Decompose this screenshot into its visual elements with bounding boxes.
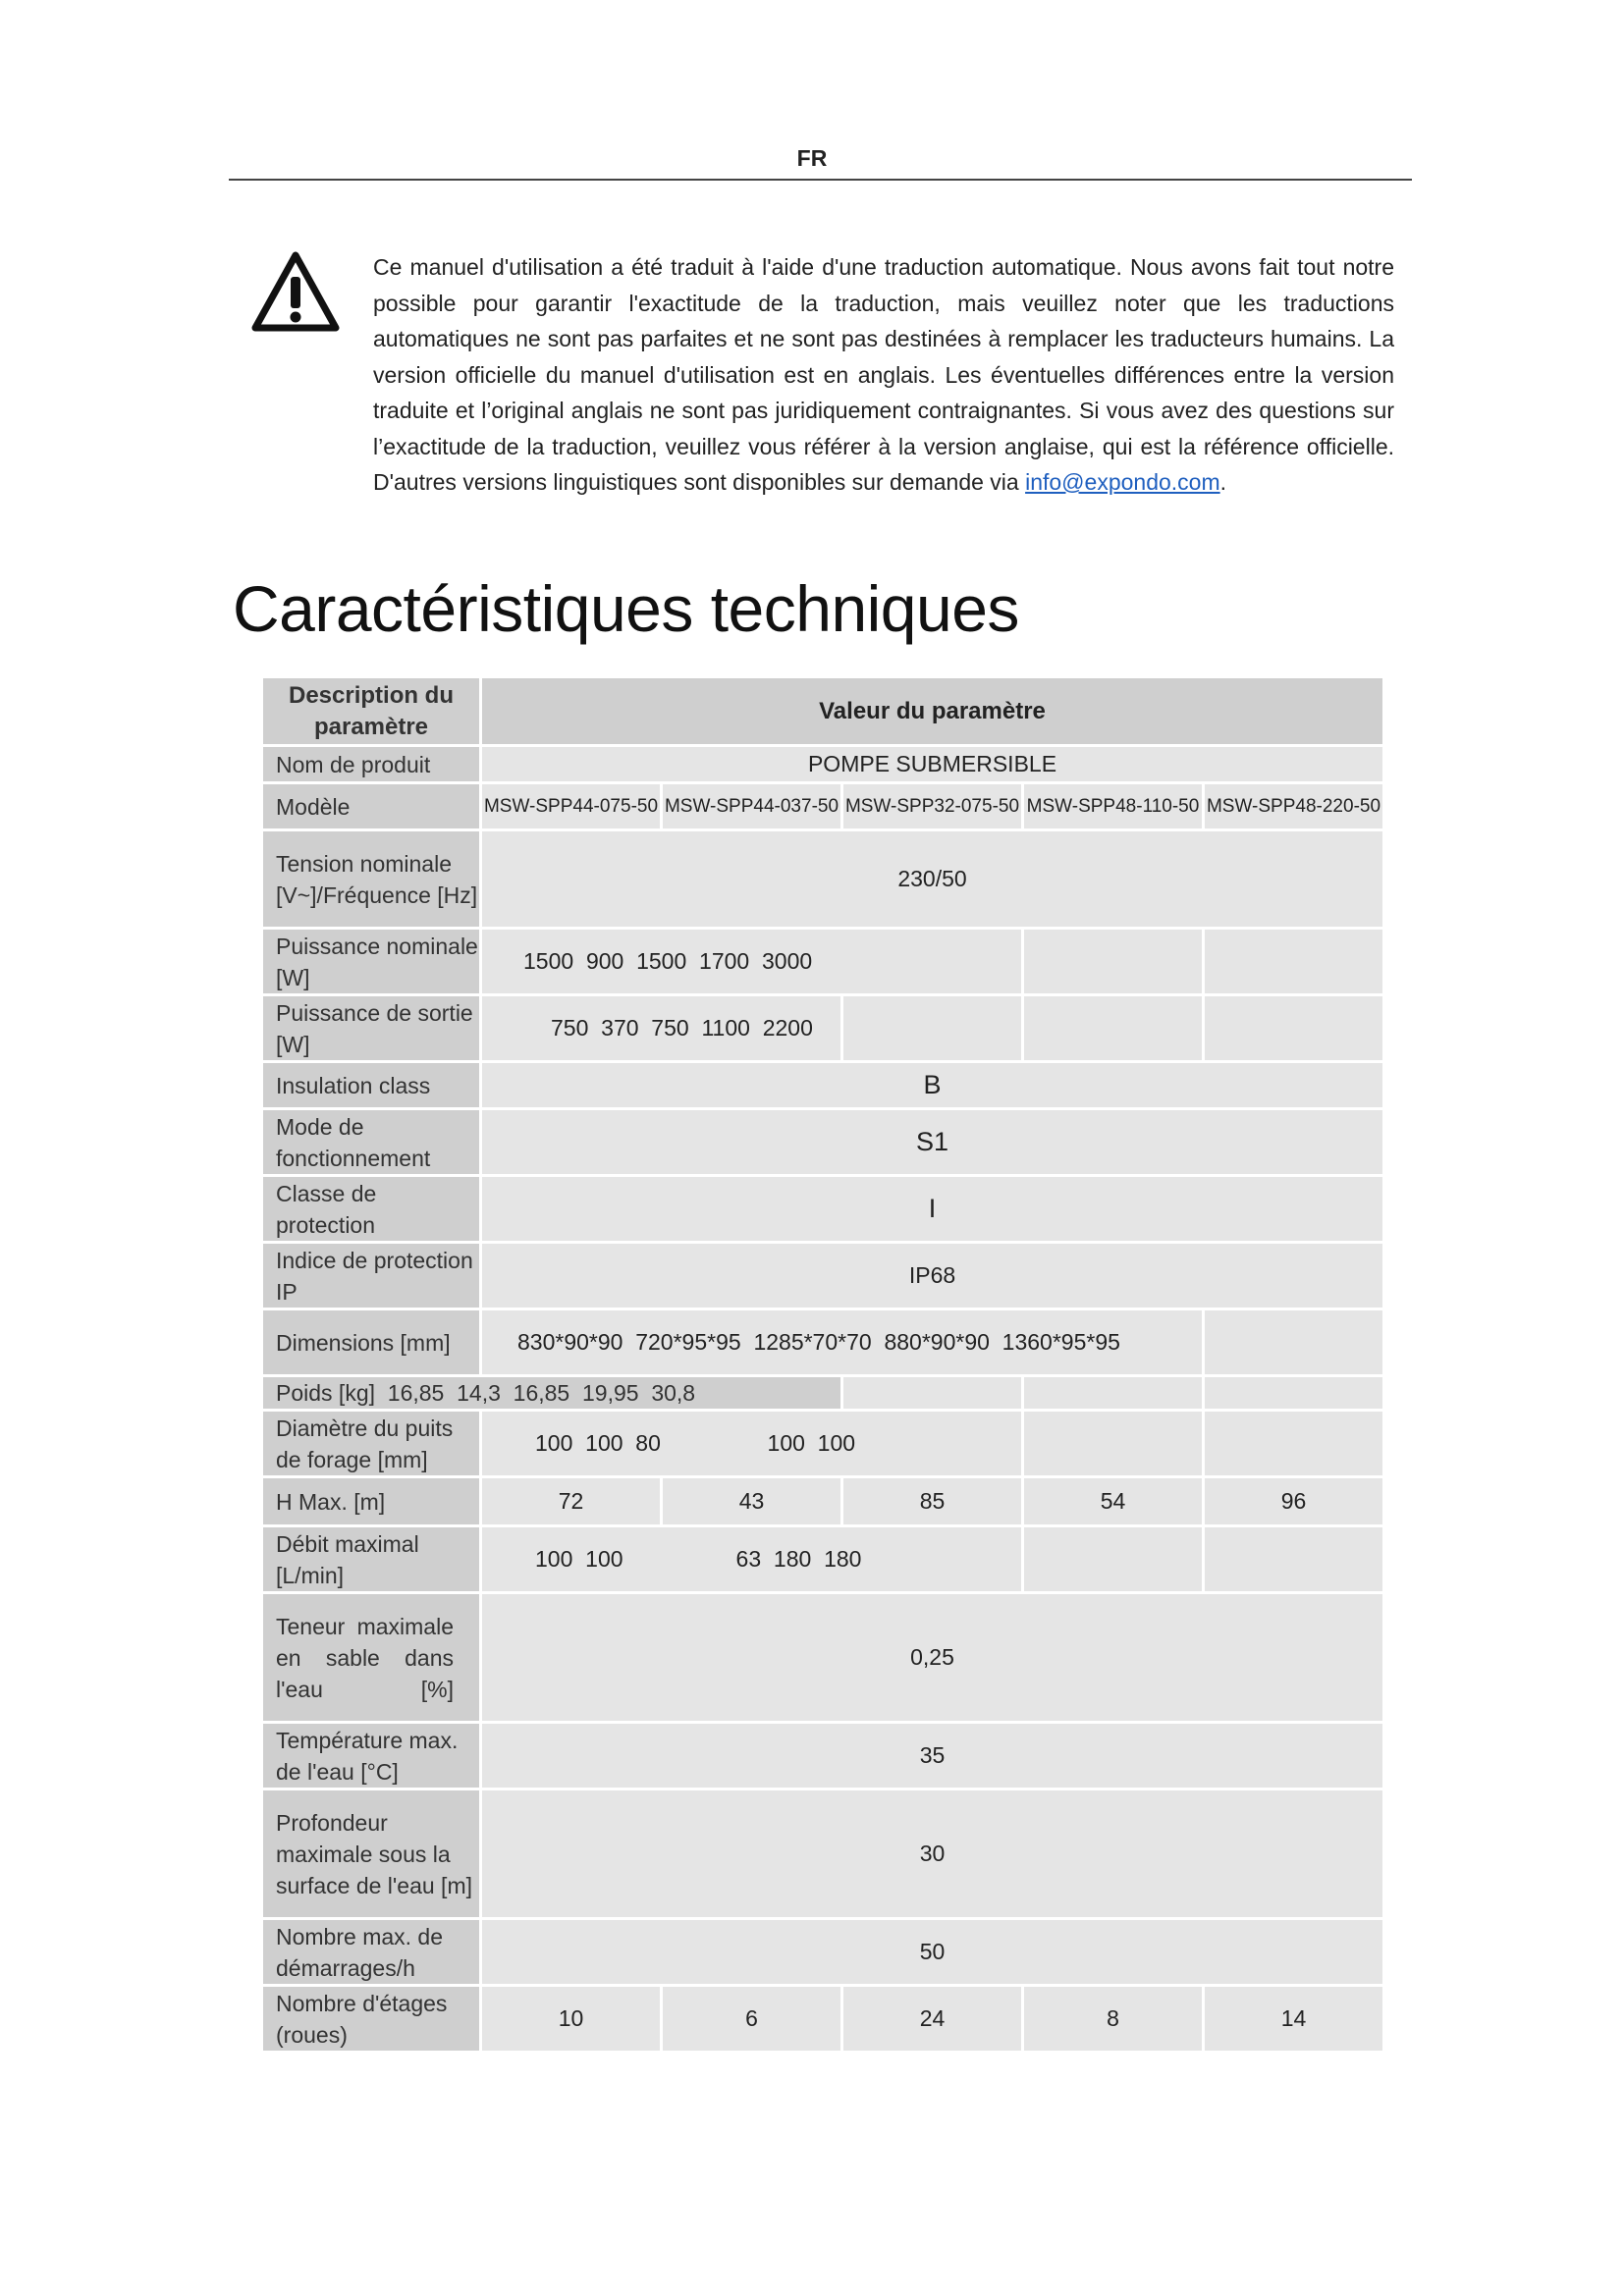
row-label: Profondeur maximale sous la surface de l'eau [m] <box>262 1789 481 1919</box>
row-value: 830*90*90 720*95*95 1285*70*70 880*90*90 1360*95*95 <box>481 1309 1204 1376</box>
row-value: 85 <box>842 1477 1023 1526</box>
table-row <box>262 929 1384 995</box>
table-row <box>262 1919 1384 1986</box>
row-value: I <box>481 1176 1384 1243</box>
row-label: Poids [kg] 16,85 14,3 16,85 19,95 30,8 <box>262 1376 842 1411</box>
row-value: 750 370 750 1100 2200 <box>481 995 842 1062</box>
table-row <box>262 1411 1384 1477</box>
table-row <box>262 1723 1384 1789</box>
header-value: Valeur du paramètre <box>481 677 1384 746</box>
email-link[interactable]: info@expondo.com <box>1025 469 1220 495</box>
model-cell: MSW-SPP44-075-50 <box>481 783 662 830</box>
row-value: 43 <box>662 1477 842 1526</box>
table-row <box>262 1477 1384 1526</box>
table-row <box>262 746 1384 783</box>
row-label: Diamètre du puits de forage [mm] <box>262 1411 481 1477</box>
table-row <box>262 830 1384 929</box>
row-value: 50 <box>481 1919 1384 1986</box>
row-label: Modèle <box>262 783 481 830</box>
row-value: 6 <box>662 1986 842 2053</box>
row-value: POMPE SUBMERSIBLE <box>481 746 1384 783</box>
row-label: Température max. de l'eau [°C] <box>262 1723 481 1789</box>
row-value: 16,85 14,3 16,85 19,95 30,8 <box>387 1380 696 1406</box>
row-value: 8 <box>1023 1986 1204 2053</box>
header-divider <box>229 179 1412 181</box>
row-label: Dimensions [mm] <box>262 1309 481 1376</box>
table-row <box>262 1376 1384 1411</box>
model-cell: MSW-SPP48-220-50 <box>1204 783 1384 830</box>
warning-triangle-icon <box>251 251 340 332</box>
row-label: Puissance de sortie [W] <box>262 995 481 1062</box>
row-value: 10 <box>481 1986 662 2053</box>
table-row <box>262 1309 1384 1376</box>
spec-table <box>260 675 1385 2054</box>
row-value: 1500 900 1500 1700 3000 <box>481 929 1023 995</box>
row-value: 54 <box>1023 1477 1204 1526</box>
model-cell: MSW-SPP44-037-50 <box>662 783 842 830</box>
row-value: 30 <box>481 1789 1384 1919</box>
row-label: Nombre max. de démarrages/h <box>262 1919 481 1986</box>
table-row <box>262 995 1384 1062</box>
page-title: Caractéristiques techniques <box>233 572 1019 645</box>
row-value: 72 <box>481 1477 662 1526</box>
row-value: 24 <box>842 1986 1023 2053</box>
row-value: 100 100 80 100 100 <box>481 1411 1023 1477</box>
table-row <box>262 1593 1384 1723</box>
row-value: B <box>481 1062 1384 1109</box>
notice-trailing: . <box>1219 469 1227 495</box>
row-label: Puissance nominale [W] <box>262 929 481 995</box>
translation-notice <box>373 249 1394 501</box>
row-label: Tension nominale [V~]/Fréquence [Hz] <box>262 830 481 929</box>
language-code: FR <box>796 145 828 171</box>
table-row <box>262 783 1384 830</box>
row-label: H Max. [m] <box>262 1477 481 1526</box>
table-row <box>262 1176 1384 1243</box>
row-value: 100 100 63 180 180 <box>481 1526 1023 1593</box>
row-value: 96 <box>1204 1477 1384 1526</box>
row-value: 0,25 <box>481 1593 1384 1723</box>
row-label: Teneur maximale en sable dans l'eau [%] <box>262 1593 481 1723</box>
model-cell: MSW-SPP48-110-50 <box>1023 783 1204 830</box>
row-label: Débit maximal [L/min] <box>262 1526 481 1593</box>
row-label: Indice de protection IP <box>262 1243 481 1309</box>
table-row <box>262 1243 1384 1309</box>
row-label: Nom de produit <box>262 746 481 783</box>
table-row <box>262 1062 1384 1109</box>
table-header-row <box>262 677 1384 746</box>
table-row <box>262 1109 1384 1176</box>
row-value: IP68 <box>481 1243 1384 1309</box>
row-value: S1 <box>481 1109 1384 1176</box>
header-param: Description du paramètre <box>262 677 481 746</box>
row-value: 35 <box>481 1723 1384 1789</box>
row-label: Insulation class <box>262 1062 481 1109</box>
row-label: Nombre d'étages (roues) <box>262 1986 481 2053</box>
row-label: Classe de protection <box>262 1176 481 1243</box>
row-label: Mode de fonctionnement <box>262 1109 481 1176</box>
table-row <box>262 1526 1384 1593</box>
model-cell: MSW-SPP32-075-50 <box>842 783 1023 830</box>
table-row <box>262 1789 1384 1919</box>
table-row <box>262 1986 1384 2053</box>
row-value: 230/50 <box>481 830 1384 929</box>
row-value: 14 <box>1204 1986 1384 2053</box>
notice-text: Ce manuel d'utilisation a été traduit à l'aide d'une traduction automatique. Nous avons fait tout notre possible pour garantir l'exactitude de la traduction, mais veuillez noter que les traductions automatiques ne sont pas parfaites et ne sont pas destinées à remplacer les traducteurs humains. La version officielle du manuel d'utilisation est en anglais. Les éventuelles différences entre la version traduite et l’original anglais ne sont pas juridiquement contraignantes. Si vous avez des questions sur l’exactitude de la traduction, veuillez vous référer à la version anglaise, qui est la référence officielle. D'autres versions linguistiques sont disponibles sur demande via <box>373 254 1394 495</box>
